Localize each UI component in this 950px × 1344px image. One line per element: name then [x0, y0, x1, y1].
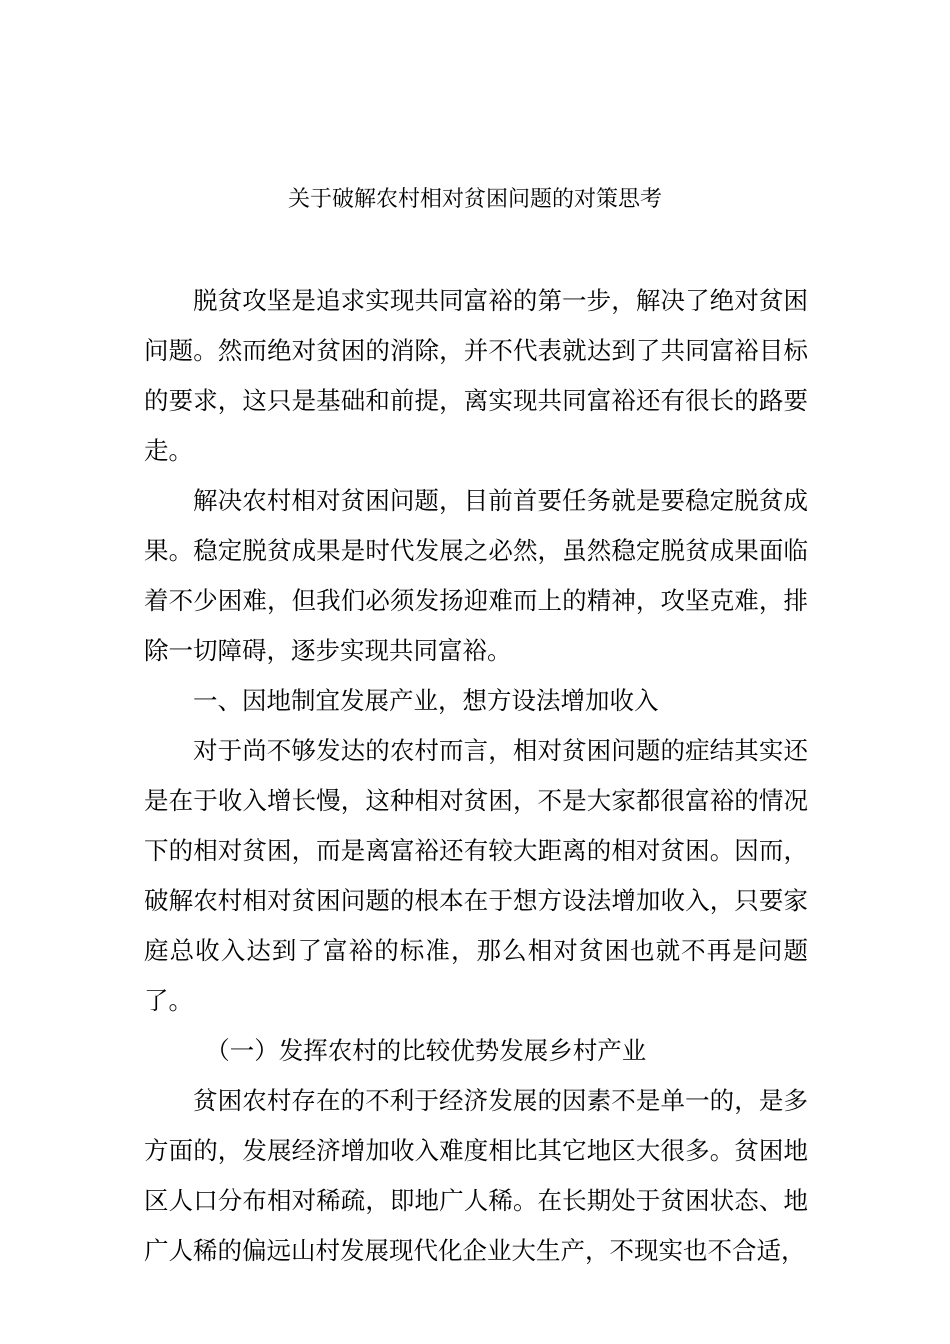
paragraph-intro: 脱贫攻坚是追求实现共同富裕的第一步，解决了绝对贫困问题。然而绝对贫困的消除，并不代表就达到了共同富裕目标的要求，这只是基础和前提，离实现共同富裕还有很长的路要走。 — [144, 286, 808, 465]
document-title: 关于破解农村相对贫困问题的对策思考 — [287, 187, 662, 212]
section-heading-1: 一、因地制宜发展产业，想方设法增加收入 — [193, 686, 659, 715]
document-body — [144, 276, 808, 1276]
paragraph-subsection-1: 贫困农村存在的不利于经济发展的因素不是单一的，是多方面的，发展经济增加收入难度相比其它地区大很多。贫困地区人口分布相对稀疏，即地广人稀。在长期处于贫困状态、地广人稀的偏远山村发展现代化企业大生产，不现实也不合适， — [144, 1086, 808, 1265]
paragraph-section-1: 对于尚不够发达的农村而言，相对贫困问题的症结其实还是在于收入增长慢，这种相对贫困，不是大家都很富裕的情况下的相对贫困，而是离富裕还有较大距离的相对贫困。因而，破解农村相对贫困问题的根本在于想方设法增加收入，只要家庭总收入达到了富裕的标准，那么相对贫困也就不再是问题了。 — [144, 736, 808, 1015]
paragraph-stabilize: 解决农村相对贫困问题，目前首要任务就是要稳定脱贫成果。稳定脱贫成果是时代发展之必然，虽然稳定脱贫成果面临着不少困难，但我们必须发扬迎难而上的精神，攻坚克难，排除一切障碍，逐步实现共同富裕。 — [144, 486, 808, 665]
subsection-heading-1: （一）发挥农村的比较优势发展乡村产业 — [205, 1036, 647, 1065]
